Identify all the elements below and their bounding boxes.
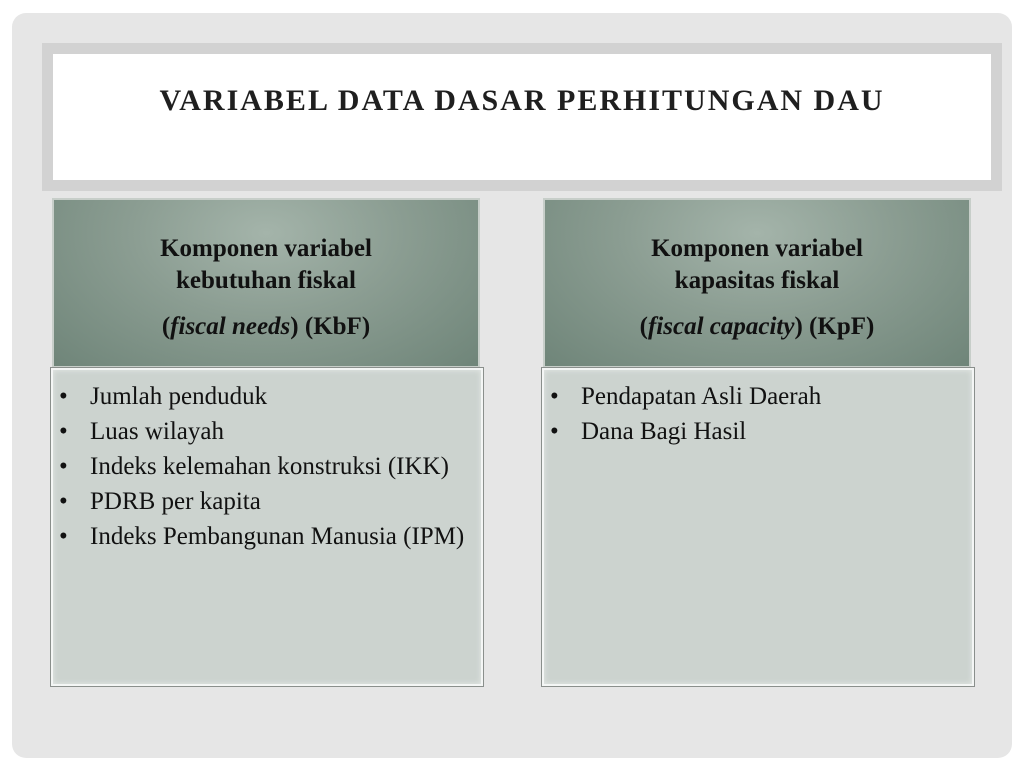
list-item: • Jumlah penduduk — [53, 382, 473, 412]
kbf-header — [52, 198, 480, 368]
kpf-header-line2: kapasitas fiskal — [674, 267, 840, 294]
kpf-header-english: fiscal capacity — [647, 313, 795, 340]
kpf-bullet-list — [544, 382, 964, 452]
kpf-header-open: ( — [639, 313, 648, 340]
list-item: • Indeks Pembangunan Manusia (IPM) — [53, 522, 473, 552]
kbf-header-open: ( — [161, 313, 171, 340]
slide-title: VARIABEL DATA DASAR PERHITUNGAN DAU — [159, 84, 885, 117]
kpf-body — [542, 368, 974, 686]
kbf-header-line2: kebutuhan fiskal — [176, 267, 356, 294]
list-item: • PDRB per kapita — [53, 487, 473, 517]
kbf-header-english: fiscal needs — [170, 313, 291, 340]
kbf-header-abbrev: ) (KbF) — [290, 313, 371, 340]
list-item: • Pendapatan Asli Daerah — [544, 382, 964, 412]
kpf-header-abbrev: ) (KpF) — [794, 313, 875, 340]
kbf-bullet-list — [53, 382, 473, 557]
list-item: • Indeks kelemahan konstruksi (IKK) — [53, 452, 473, 482]
kpf-header-line3 — [545, 311, 969, 343]
kpf-header — [543, 198, 971, 368]
list-item: • Luas wilayah — [53, 417, 473, 447]
kpf-header-line1: Komponen variabel — [651, 235, 863, 262]
title-frame — [42, 43, 1002, 191]
kbf-header-line1: Komponen variabel — [160, 235, 372, 262]
kbf-header-line3 — [54, 311, 478, 343]
title-panel — [53, 54, 991, 180]
list-item: • Dana Bagi Hasil — [544, 417, 964, 447]
kbf-body — [51, 368, 483, 686]
